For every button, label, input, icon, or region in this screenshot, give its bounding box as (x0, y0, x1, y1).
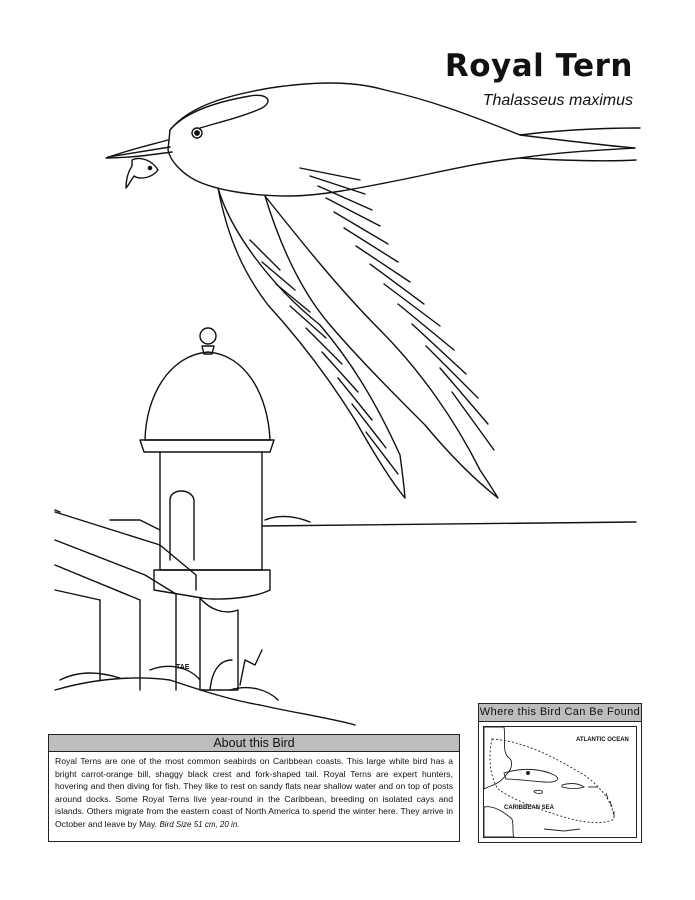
tern-body (168, 83, 635, 196)
garita-finial (200, 328, 216, 344)
fish-in-bill (126, 158, 158, 188)
common-name-title: Royal Tern (444, 48, 633, 84)
garita-body (160, 452, 262, 570)
caribbean-sea-label: CARIBBEAN SEA (504, 805, 555, 811)
garita-window (170, 491, 194, 560)
range-map-heading: Where this Bird Can Be Found (479, 704, 641, 722)
artist-initials: TAE (176, 664, 190, 671)
range-map-box (478, 703, 642, 843)
fortress-wall (55, 512, 196, 690)
horizon-line (262, 522, 636, 526)
about-description: Royal Terns are one of the most common seabirds on Caribbean coasts. This large white bird has a bright carrot-orange bill, shaggy black crest and fork-shaped tail. Royal Terns are expert hunters, hovering and then diving for fish. They like to rest on sandy flats near shallow water and on top of posts around docks. Some Royal Terns live year-round in the Caribbean, breeding on isolated cays and islands. Others migrate from the eastern coast of North America to spend the winter here. They arrive in October and leave by May. (55, 756, 453, 829)
map-graphic (484, 727, 636, 837)
scientific-name: Thalasseus maximus (482, 92, 633, 109)
about-heading: About this Bird (49, 735, 459, 752)
about-text-container (49, 752, 459, 832)
atlantic-ocean-label: ATLANTIC OCEAN (576, 737, 629, 743)
caribbean-map (483, 726, 637, 838)
garita-dome (145, 352, 270, 440)
about-bird-box (48, 734, 460, 842)
rocks-foreground (55, 678, 355, 725)
bird-size: Bird Size 51 cm, 20 in. (159, 819, 240, 829)
